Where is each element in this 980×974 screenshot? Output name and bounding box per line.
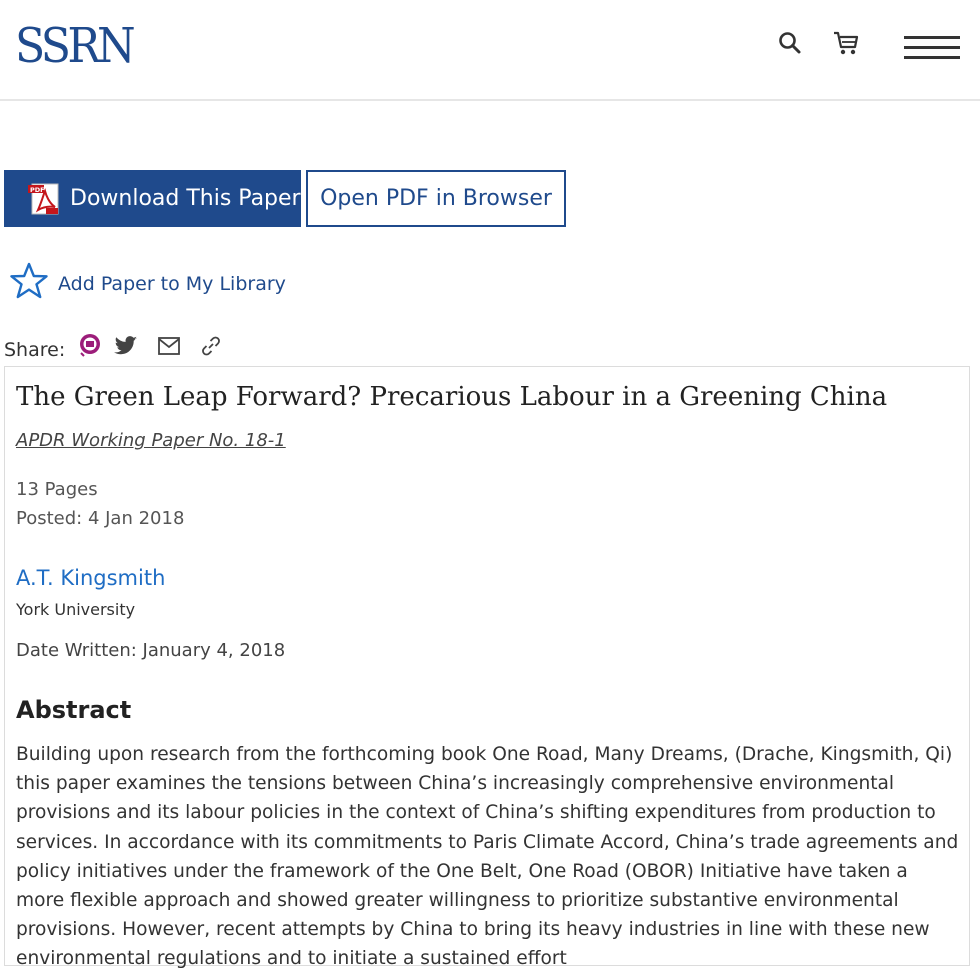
download-paper-button[interactable]: [4, 170, 301, 227]
search-icon[interactable]: [778, 31, 802, 55]
abstract-text: Building upon research from the forthcoming book One Road, Many Dreams, (Drache, Kingsmith, Qi) this paper examines the tensions between China’s increasingly comprehensive environmental provisions and its labour policies in the context of China’s shifting expenditures from production to services. In accordance with its commitments to Paris Climate Accord, China’s trade agreements and policy initiatives under the framework of the One Belt, One Road (OBOR) Initiative have taken a more flexible approach and showed greater willingness to prioritize substantive environmental provisions. However, recent attempts by China to bring its heavy industries in line with these new environmental regulations and to initiate a sustained effort: [16, 744, 959, 970]
paper-title: The Green Leap Forward? Precarious Labour in a Greening China: [16, 382, 888, 412]
add-library-label: Add Paper to My Library: [58, 273, 286, 295]
page-count: 13 Pages: [16, 479, 98, 500]
hamburger-menu-icon[interactable]: [904, 34, 960, 62]
posted-date: Posted: 4 Jan 2018: [16, 508, 185, 529]
date-written: Date Written: January 4, 2018: [16, 640, 286, 661]
working-paper-series-link[interactable]: APDR Working Paper No. 18-1: [16, 430, 286, 451]
download-label: Download This Paper: [70, 186, 301, 211]
share-label: Share:: [4, 339, 66, 361]
site-header: [0, 0, 980, 101]
abstract-heading: Abstract: [16, 696, 132, 724]
link-icon[interactable]: [200, 335, 222, 357]
twitter-icon[interactable]: [114, 335, 138, 357]
author-affiliation: York University: [16, 600, 136, 619]
share-bar: [4, 333, 244, 363]
mail-icon[interactable]: [158, 337, 180, 355]
ssrn-logo[interactable]: SSRN: [15, 18, 132, 74]
author-link[interactable]: A.T. Kingsmith: [16, 566, 166, 590]
mendeley-icon[interactable]: [78, 333, 102, 357]
star-icon: [10, 262, 48, 300]
svg-text:PDF: PDF: [30, 186, 45, 194]
pdf-file-icon: [28, 183, 62, 215]
cart-icon[interactable]: [832, 29, 860, 57]
open-pdf-button[interactable]: Open PDF in Browser: [306, 170, 566, 227]
